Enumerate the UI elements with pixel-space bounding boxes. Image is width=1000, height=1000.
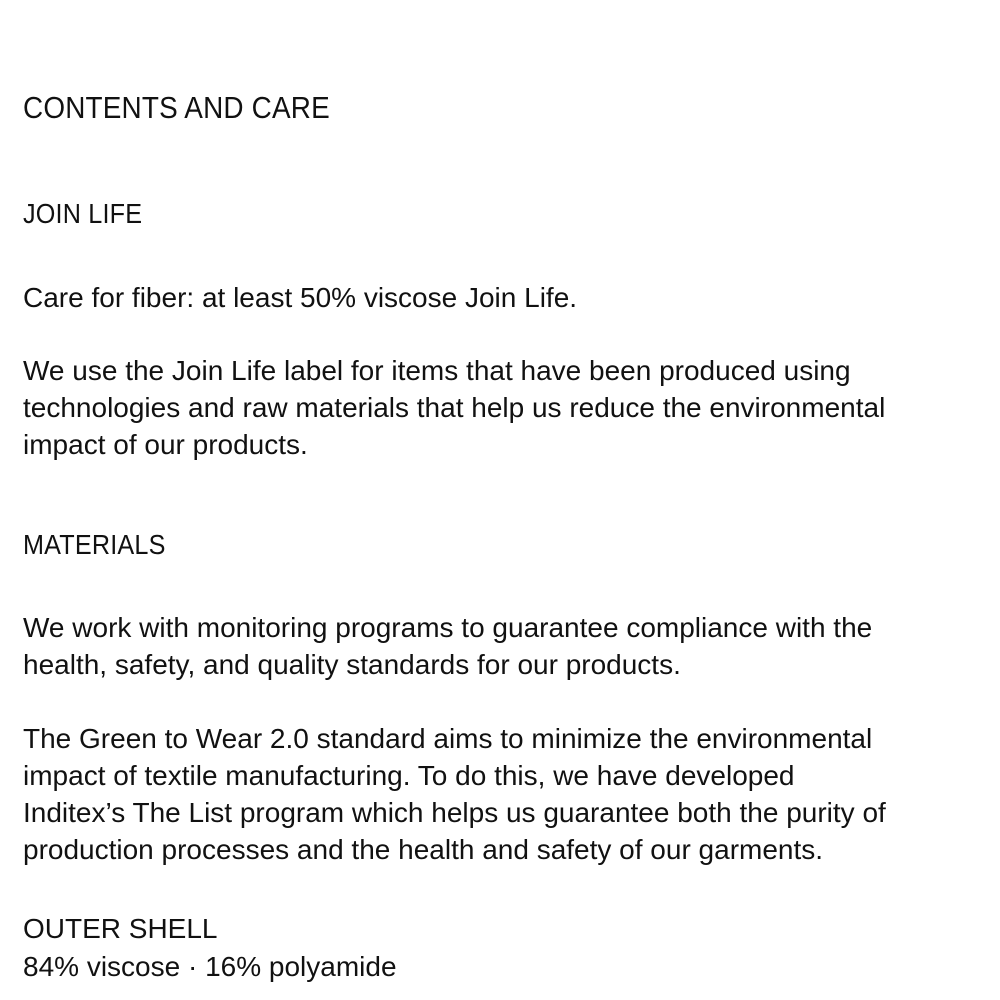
materials-paragraph-line: Inditex’s The List program which helps us guarantee both the purity of [23,797,886,828]
join-life-description-line: technologies and raw materials that help us reduce the environmental [23,392,886,423]
materials-heading: MATERIALS [23,529,166,560]
materials-paragraph-line: The Green to Wear 2.0 standard aims to minimize the environmental [23,723,873,754]
join-life-description-line: impact of our products. [23,429,308,460]
materials-paragraph-line: impact of textile manufacturing. To do this, we have developed [23,760,795,791]
outer-shell-label: OUTER SHELL [23,913,218,944]
materials-paragraph-2 [23,720,886,868]
materials-paragraph-1 [23,609,872,683]
materials-paragraph-line: We work with monitoring programs to guarantee compliance with the [23,612,873,643]
materials-paragraph-line: production processes and the health and safety of our garments. [23,834,824,865]
join-life-heading: JOIN LIFE [23,198,143,229]
materials-paragraph-line: health, safety, and quality standards for our products. [23,649,681,680]
join-life-care-line: Care for fiber: at least 50% viscose Join Life. [23,282,578,313]
join-life-description [23,352,885,463]
outer-shell-composition: 84% viscose · 16% polyamide [23,951,397,982]
contents-and-care-title: CONTENTS AND CARE [23,90,330,125]
join-life-description-line: We use the Join Life label for items that have been produced using [23,355,851,386]
